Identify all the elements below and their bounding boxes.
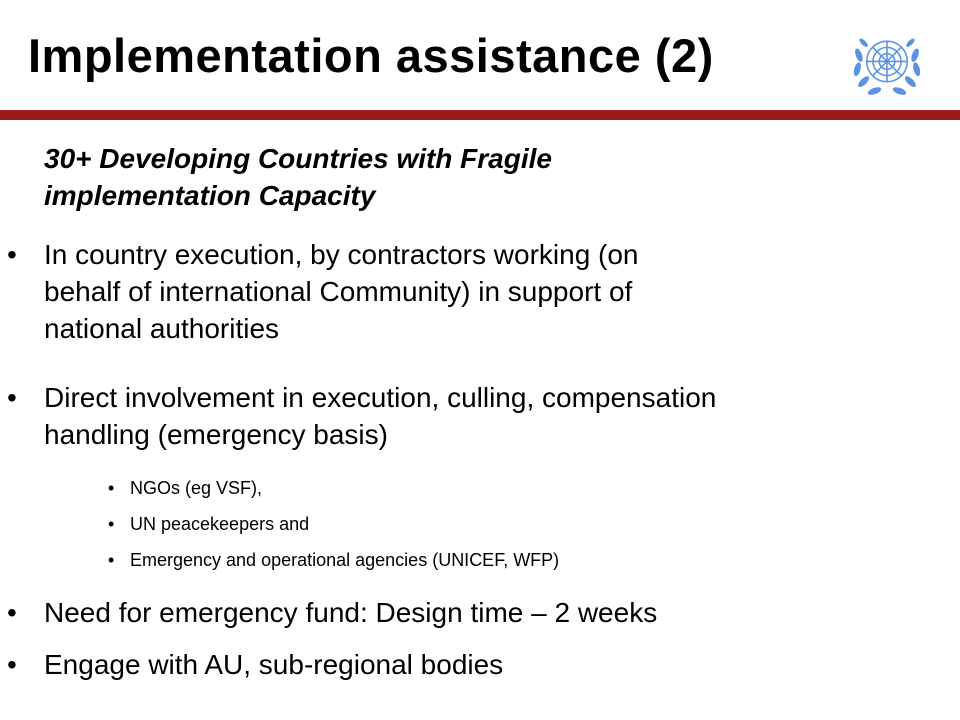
- bullet-line: Direct involvement in execution, culling, compensation: [44, 382, 717, 413]
- bullet-item: [7, 379, 949, 453]
- subheading-line: 30+ Developing Countries with Fragile: [44, 143, 552, 174]
- bullet-line: handling (emergency basis): [44, 419, 388, 450]
- bullet-line: Need for emergency fund: Design time – 2 weeks: [44, 597, 658, 628]
- bullet-item: [7, 594, 949, 631]
- sub-bullet-dot: •: [108, 478, 115, 498]
- sub-bullet-item: [108, 476, 930, 500]
- bullet-dot: •: [7, 382, 17, 413]
- slide-title: Implementation assistance (2): [28, 29, 714, 82]
- bullet-dot: •: [7, 649, 17, 680]
- bullet-line: Engage with AU, sub-regional bodies: [44, 649, 504, 680]
- sub-bullet-item: [108, 512, 930, 536]
- bullet-line: In country execution, by contractors working (on: [44, 239, 639, 270]
- bullet-line: behalf of international Community) in support of: [44, 276, 633, 307]
- sub-bullet-text: Emergency and operational agencies (UNICEF, WFP): [130, 550, 560, 570]
- bullet-dot: •: [7, 597, 17, 628]
- bullet-line: national authorities: [44, 313, 280, 344]
- sub-bullet-text: NGOs (eg VSF),: [130, 478, 263, 498]
- sub-bullet-dot: •: [108, 514, 115, 534]
- sub-bullet-item: [108, 548, 930, 572]
- sub-bullet-text: UN peacekeepers and: [130, 514, 310, 534]
- bullet-item: [7, 236, 949, 347]
- subheading: [44, 140, 924, 214]
- sub-bullet-dot: •: [108, 550, 115, 570]
- bullet-item: [7, 646, 949, 683]
- bullet-dot: •: [7, 239, 17, 270]
- subheading-line: implementation Capacity: [44, 180, 376, 211]
